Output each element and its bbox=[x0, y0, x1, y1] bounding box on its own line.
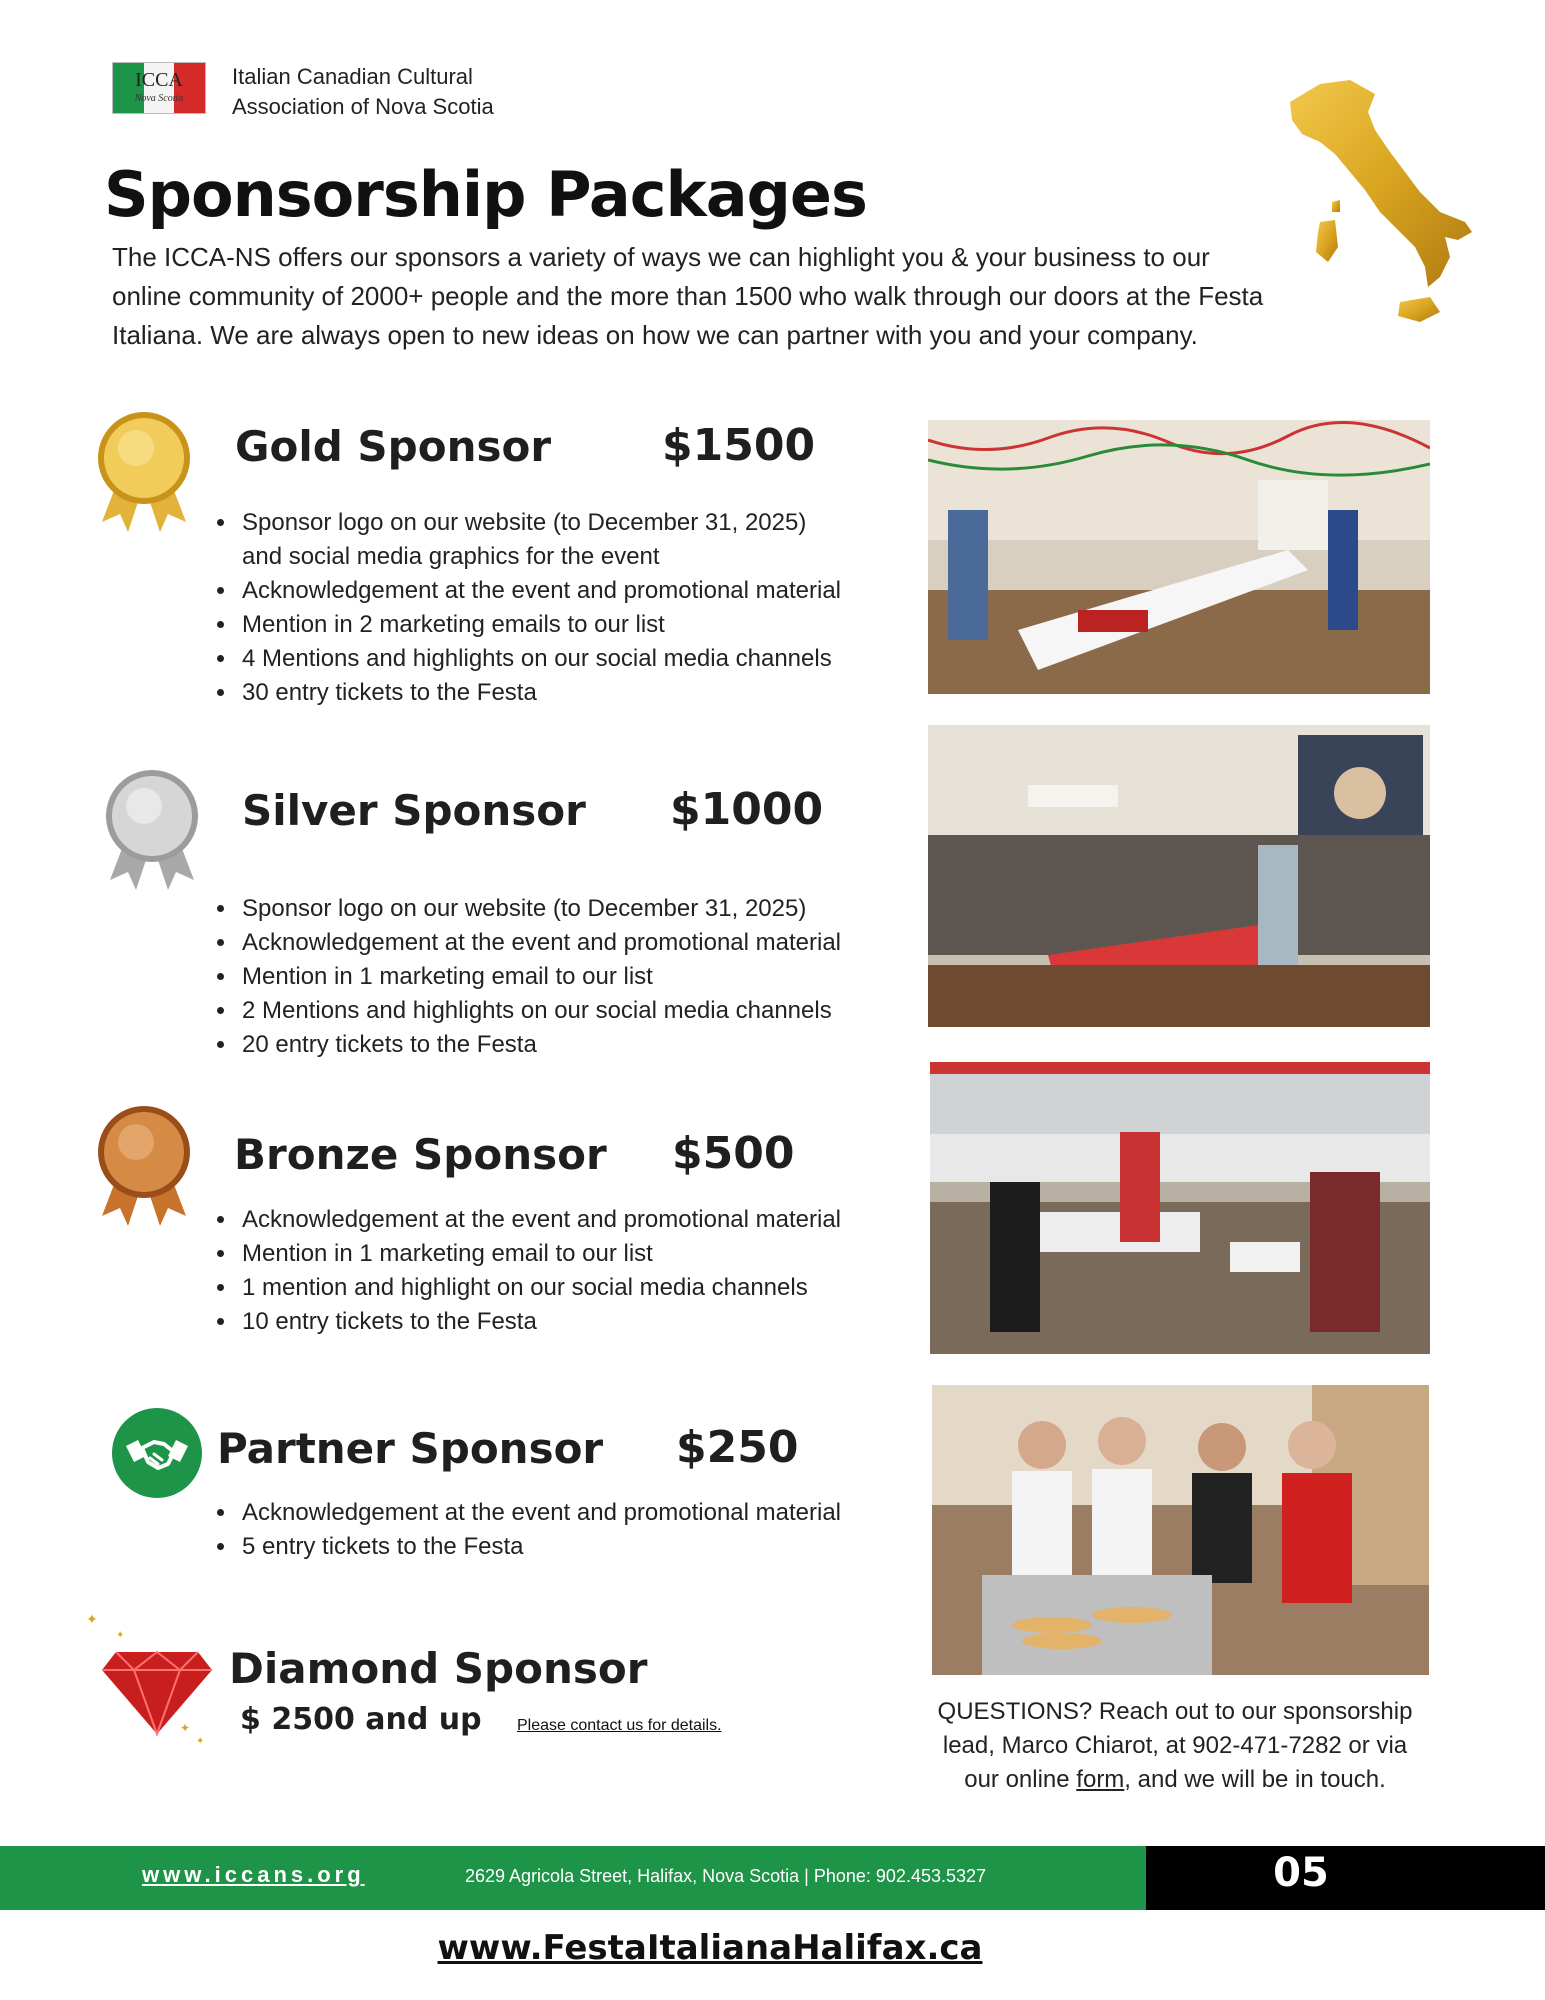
org-name-line2: Association of Nova Scotia bbox=[232, 94, 494, 119]
intro-line: The ICCA-NS offers our sponsors a variety of ways we can highlight you & your business to our bbox=[112, 242, 1210, 272]
questions-line bbox=[930, 1763, 1420, 1797]
festa-website-link[interactable]: www.FestaItalianaHalifax.ca bbox=[437, 1928, 983, 1968]
partner-sponsor-title: Partner Sponsor bbox=[217, 1424, 604, 1473]
questions-line: QUESTIONS? Reach out to our sponsorship bbox=[937, 1698, 1413, 1725]
list-item: • 2 Mentions and highlights on our social media channels bbox=[238, 994, 938, 1028]
intro-paragraph bbox=[112, 238, 1412, 355]
page-title: Sponsorship Packages bbox=[104, 158, 867, 231]
logo-text: ICCA bbox=[135, 69, 183, 91]
icca-logo bbox=[112, 62, 206, 114]
silver-sponsor-title: Silver Sponsor bbox=[242, 786, 586, 835]
silver-sponsor-price: $1000 bbox=[670, 784, 824, 835]
list-item: • Mention in 2 marketing emails to our list bbox=[238, 608, 938, 642]
list-item: • Sponsor logo on our website (to December 31, 2025) bbox=[238, 892, 938, 926]
svg-text:✦: ✦ bbox=[86, 1612, 98, 1628]
list-item: • 20 entry tickets to the Festa bbox=[238, 1028, 938, 1062]
diamond-icon bbox=[82, 1608, 222, 1763]
svg-text:✦: ✦ bbox=[116, 1630, 125, 1641]
bronze-medal-icon bbox=[96, 1104, 192, 1229]
list-item: • 5 entry tickets to the Festa bbox=[238, 1530, 938, 1564]
event-photo-buffet bbox=[928, 420, 1430, 694]
questions-text: our online bbox=[964, 1766, 1077, 1793]
page-number: 05 bbox=[1273, 1850, 1329, 1896]
contact-details-link[interactable]: Please contact us for details. bbox=[517, 1717, 722, 1734]
list-item: • Acknowledgement at the event and promotional material bbox=[238, 574, 938, 608]
online-form-link[interactable]: form bbox=[1076, 1766, 1125, 1793]
list-item: • 1 mention and highlight on our social media channels bbox=[238, 1271, 938, 1305]
list-item: • 4 Mentions and highlights on our social media channels bbox=[238, 642, 938, 676]
bronze-benefits-list bbox=[212, 1203, 938, 1339]
organization-name bbox=[232, 62, 494, 122]
list-item: • Acknowledgement at the event and promotional material bbox=[238, 1203, 938, 1237]
partner-sponsor-price: $250 bbox=[676, 1422, 799, 1473]
list-item: • Sponsor logo on our website (to December 31, 2025) bbox=[238, 506, 938, 540]
partner-benefits-list bbox=[212, 1496, 938, 1564]
svg-text:✦: ✦ bbox=[180, 1721, 191, 1735]
list-item: • 30 entry tickets to the Festa bbox=[238, 676, 938, 710]
footer-website-link[interactable]: www.iccans.org bbox=[142, 1862, 365, 1887]
event-photo-dining-hall bbox=[928, 725, 1430, 1027]
list-item: • Acknowledgement at the event and promotional material bbox=[238, 926, 938, 960]
event-photo-volunteers bbox=[932, 1385, 1429, 1675]
gold-sponsor-title: Gold Sponsor bbox=[235, 422, 552, 471]
list-item: • Mention in 1 marketing email to our list bbox=[238, 1237, 938, 1271]
diamond-sponsor-price: $ 2500 and up bbox=[240, 1702, 482, 1737]
bronze-sponsor-title: Bronze Sponsor bbox=[234, 1130, 607, 1179]
list-item: • 10 entry tickets to the Festa bbox=[238, 1305, 938, 1339]
list-item: • Acknowledgement at the event and promotional material bbox=[238, 1496, 938, 1530]
intro-line: Italiana. We are always open to new ideas on how we can partner with you and your company. bbox=[112, 320, 1198, 350]
silver-benefits-list bbox=[212, 892, 938, 1062]
gold-benefits-list bbox=[212, 506, 938, 710]
questions-note bbox=[930, 1695, 1420, 1797]
gold-sponsor-price: $1500 bbox=[662, 420, 816, 471]
handshake-icon bbox=[112, 1408, 202, 1503]
event-photo-patio bbox=[930, 1062, 1430, 1354]
org-name-line1: Italian Canadian Cultural bbox=[232, 64, 473, 89]
svg-text:✦: ✦ bbox=[196, 1736, 205, 1747]
questions-text: , and we will be in touch. bbox=[1124, 1766, 1386, 1793]
gold-medal-icon bbox=[96, 410, 192, 535]
diamond-sponsor-title: Diamond Sponsor bbox=[229, 1644, 648, 1693]
intro-line: online community of 2000+ people and the more than 1500 who walk through our doors at the Festa bbox=[112, 281, 1264, 311]
silver-medal-icon bbox=[104, 768, 200, 893]
questions-line: lead, Marco Chiarot, at 902-471-7282 or via bbox=[942, 1732, 1408, 1759]
logo-subtitle: Nova Scotia bbox=[134, 93, 184, 104]
list-item: and social media graphics for the event bbox=[242, 543, 660, 570]
footer-address: 2629 Agricola Street, Halifax, Nova Scotia | Phone: 902.453.5327 bbox=[465, 1866, 987, 1886]
list-item: • Mention in 1 marketing email to our list bbox=[238, 960, 938, 994]
bronze-sponsor-price: $500 bbox=[672, 1128, 795, 1179]
